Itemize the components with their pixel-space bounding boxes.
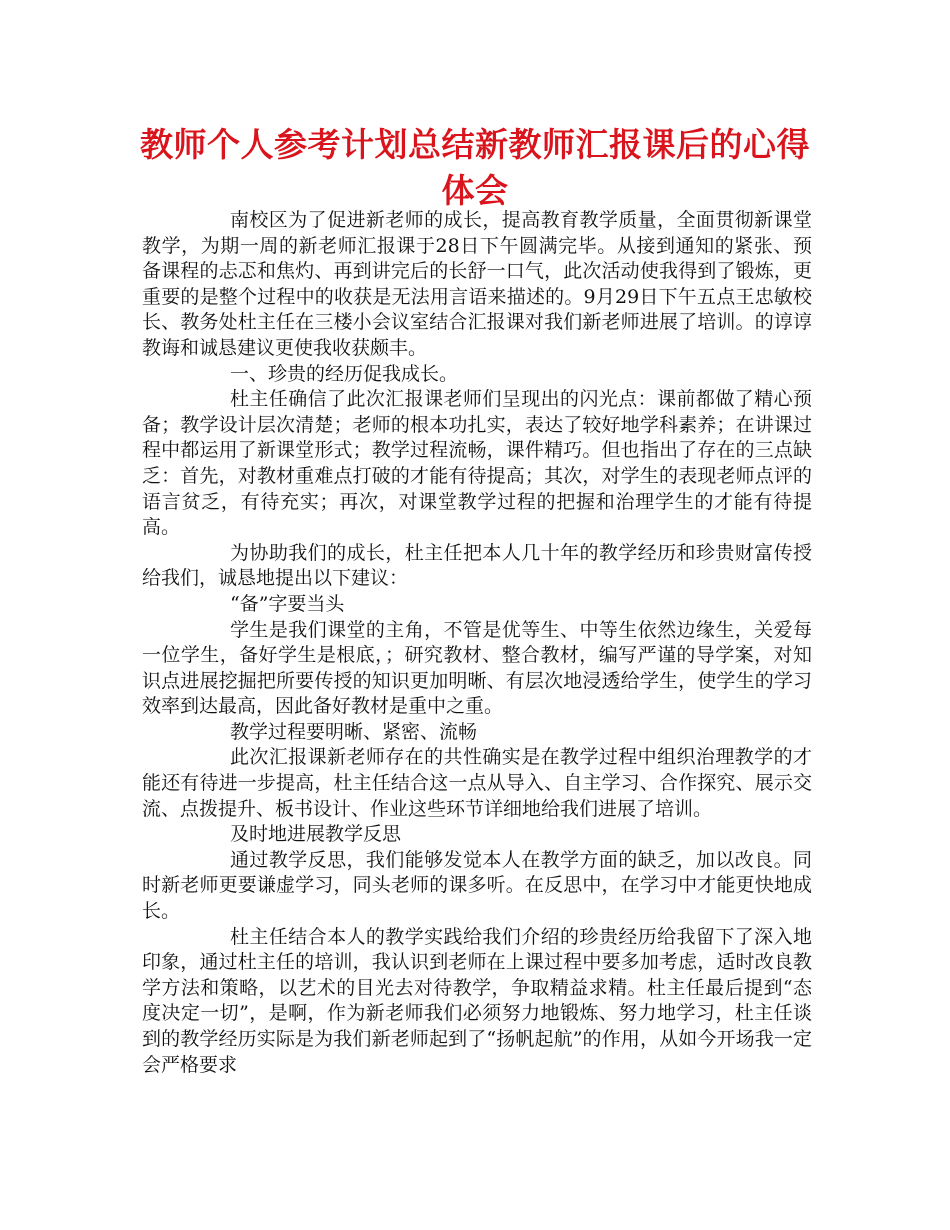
subheading-preparation: “备”字要当头 <box>230 592 345 615</box>
paragraph-preparation: 学生是我们课堂的主角，不管是优等生、中等生依然边缘生，关爱每一位学生，备好学生是根底，；研究教材、整合教材，编写严谨的导学案，对知识点进展挖掘把所要传授的知识更加明晰、有层次地浸透给学生，使学生的学习效率到达最高，因此备好教材是重中之重。 <box>142 618 812 718</box>
document-title: 教师个人参考计划总结新教师汇报课后的心得体会 <box>140 125 810 210</box>
paragraph-suggestions-intro: 为协助我们的成长，杜主任把本人几十年的教学经历和珍贵财富传授给我们，诚恳地提出以下建议： <box>142 541 812 590</box>
document-body <box>142 208 812 1078</box>
paragraph-conclusion: 杜主任结合本人的教学实践给我们介绍的珍贵经历给我留下了深入地印象，通过杜主任的培训，我认识到老师在上课过程中要多加考虑，适时改良教学方法和策略，以艺术的目光去对待教学，争取精益求精。杜主任最后提到“态度决定一切”，是啊，作为新老师我们必须努力地锻炼、努力地学习，杜主任谈到的教学经历实际是为我们新老师起到了“扬帆起航”的作用，从如今开场我一定会严格要求 <box>142 925 812 1076</box>
paragraph-intro: 南校区为了促进新老师的成长，提高教育教学质量，全面贯彻新课堂教学，为期一周的新老师汇报课于28日下午圆满完毕。从接到通知的紧张、预备课程的忐忑和焦灼、再到讲完后的长舒一口气，此次活动使我得到了锻炼，更重要的是整个过程中的收获是无法用言语来描述的。9月29日下午五点王忠敏校长、教务处杜主任在三楼小会议室结合汇报课对我们新老师进展了培训。的谆谆教诲和诚恳建议更使我收获颇丰。 <box>142 209 812 359</box>
paragraph-teaching-process: 此次汇报课新老师存在的共性确实是在教学过程中组织治理教学的才能还有待进一步提高，杜主任结合这一点从导入、自主学习、合作探究、展示交流、点拨提升、板书设计、作业这些环节详细地给我们进展了培训。 <box>142 746 812 820</box>
subheading-teaching-process: 教学过程要明晰、紧密、流畅 <box>230 720 478 743</box>
subheading-reflection: 及时地进展教学反思 <box>230 823 402 846</box>
section-heading-experience: 一、珍贵的经历促我成长。 <box>230 362 459 385</box>
paragraph-evaluation: 杜主任确信了此次汇报课老师们呈现出的闪光点：课前都做了精心预备；教学设计层次清楚；老师的根本功扎实，表达了较好地学科素养；在讲课过程中都运用了新课堂形式；教学过程流畅，课件精巧。但也指出了存在的三点缺乏：首先，对教材重难点打破的才能有待提高；其次，对学生的表现老师点评的语言贫乏，有待充实；再次，对课堂教学过程的把握和治理学生的才能有待提高。 <box>142 388 812 539</box>
paragraph-reflection: 通过教学反思，我们能够发觉本人在教学方面的缺乏，加以改良。同时新老师更要谦虚学习，同头老师的课多听。在反思中，在学习中才能更快地成长。 <box>142 848 812 923</box>
